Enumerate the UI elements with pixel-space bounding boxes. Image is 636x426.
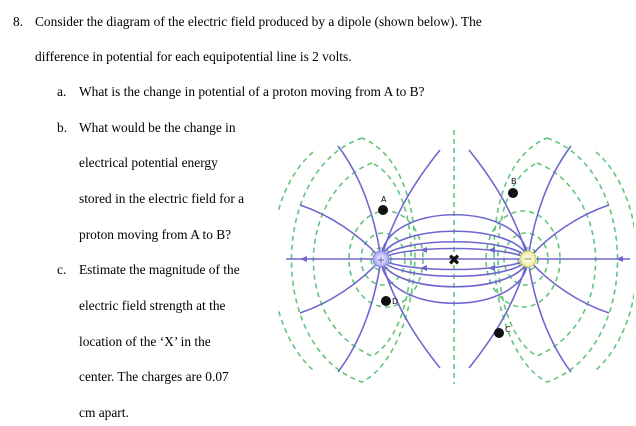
part-b-text-1: What would be the change in xyxy=(79,120,236,135)
part-c-text-3: location of the ‘X’ in the xyxy=(79,334,211,349)
part-a-text: What is the change in potential of a proton moving from A to B? xyxy=(79,84,425,99)
part-c-text-5: cm apart. xyxy=(79,405,129,420)
point-a-dot xyxy=(378,205,388,215)
negative-charge-sign: − xyxy=(523,254,533,265)
point-c-label: C xyxy=(505,325,511,334)
part-c-text-2: electric field strength at the xyxy=(79,298,226,313)
point-d-dot xyxy=(381,296,391,306)
part-b-text-2: electrical potential energy xyxy=(79,155,218,170)
question-text-line2: difference in potential for each equipotential line is 2 volts. xyxy=(35,49,352,64)
point-c-dot xyxy=(494,328,504,338)
part-b-text-3: stored in the electric field for a xyxy=(79,191,245,206)
part-a-label: a. xyxy=(57,84,67,99)
part-b-label: b. xyxy=(57,120,68,135)
point-d-label: D xyxy=(392,297,399,306)
center-x-mark: ✖ xyxy=(447,251,461,269)
positive-charge-sign: + xyxy=(376,255,386,266)
point-b-label: B xyxy=(511,177,517,186)
part-c-text-4: center. The charges are 0.07 xyxy=(79,369,229,384)
question-number: 8. xyxy=(13,14,24,29)
dipole-field-diagram xyxy=(278,118,634,394)
question-text-line1: Consider the diagram of the electric field produced by a dipole (shown below). The xyxy=(35,14,482,29)
part-c-label: c. xyxy=(57,262,67,277)
part-b-text-4: proton moving from A to B? xyxy=(79,227,232,242)
point-b-dot xyxy=(508,188,518,198)
part-c-text-1: Estimate the magnitude of the xyxy=(79,262,240,277)
point-a-label: A xyxy=(381,195,387,204)
